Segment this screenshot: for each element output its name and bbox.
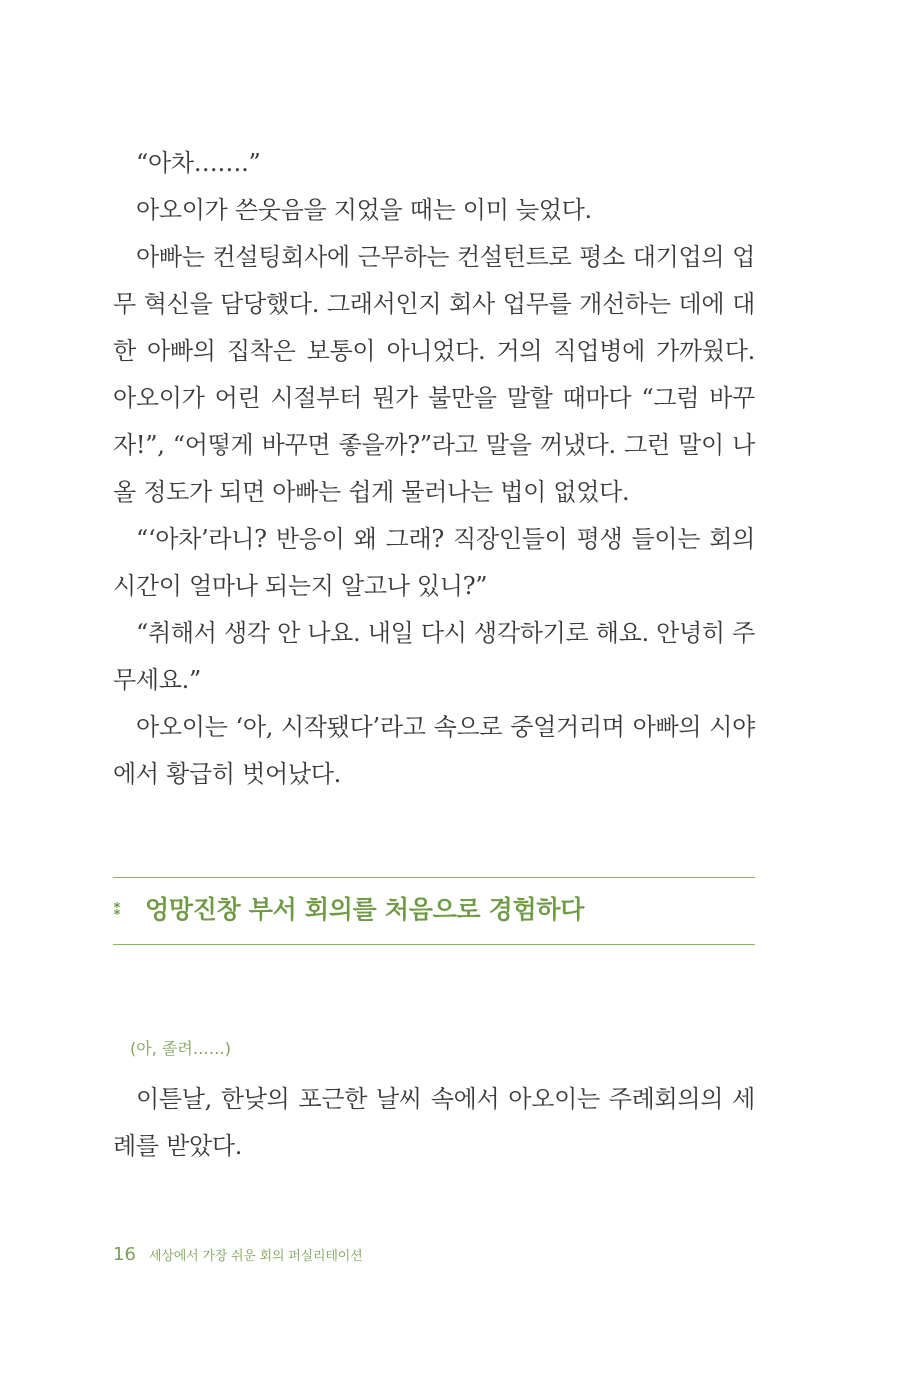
paragraph: “아차…….” [136, 149, 261, 177]
aside-thought: (아, 졸려……) [130, 1039, 232, 1058]
section-rule-top [113, 877, 755, 878]
paragraph: “‘아차’라니? 반응이 왜 그래? 직장인들이 평생 들이는 회의 시간이 얼마나 되는지 알고나 있니?” [113, 525, 755, 600]
body-text-bottom [113, 1076, 755, 1170]
section-rule-bottom [113, 944, 755, 945]
section-marker-icon: ⁑ [113, 900, 122, 919]
paragraph: 아오이는 ‘아, 시작됐다’라고 속으로 중얼거리며 아빠의 시야에서 황급히 벗어났다. [113, 713, 755, 788]
page-number: 16 [113, 1244, 136, 1265]
paragraph: 아오이가 쓴웃음을 지었을 때는 이미 늦었다. [136, 196, 592, 224]
section-heading: 엉망진창 부서 회의를 처음으로 경험하다 [145, 895, 585, 924]
body-text-top [113, 140, 755, 798]
paragraph: 이튿날, 한낮의 포근한 날씨 속에서 아오이는 주례회의의 세례를 받았다. [113, 1085, 755, 1160]
page-footer [113, 1243, 362, 1269]
paragraph: “취해서 생각 안 나요. 내일 다시 생각하기로 해요. 안녕히 주무세요.” [113, 619, 755, 694]
running-title: 세상에서 가장 쉬운 회의 퍼실리테이션 [149, 1249, 363, 1264]
paragraph: 아빠는 컨설팅회사에 근무하는 컨설턴트로 평소 대기업의 업무 혁신을 담당했다. 그래서인지 회사 업무를 개선하는 데에 대한 아빠의 집착은 보통이 아니었다. 거의 직업병에 가까웠다. 아오이가 어린 시절부터 뭔가 불만을 말할 때마다 “그럼 바꾸자!”, “어떻게 바꾸면 좋을까?”라고 말을 꺼냈다. 그런 말이 나올 정도가 되면 아빠는 쉽게 물러나는 법이 없었다. [113, 243, 755, 506]
